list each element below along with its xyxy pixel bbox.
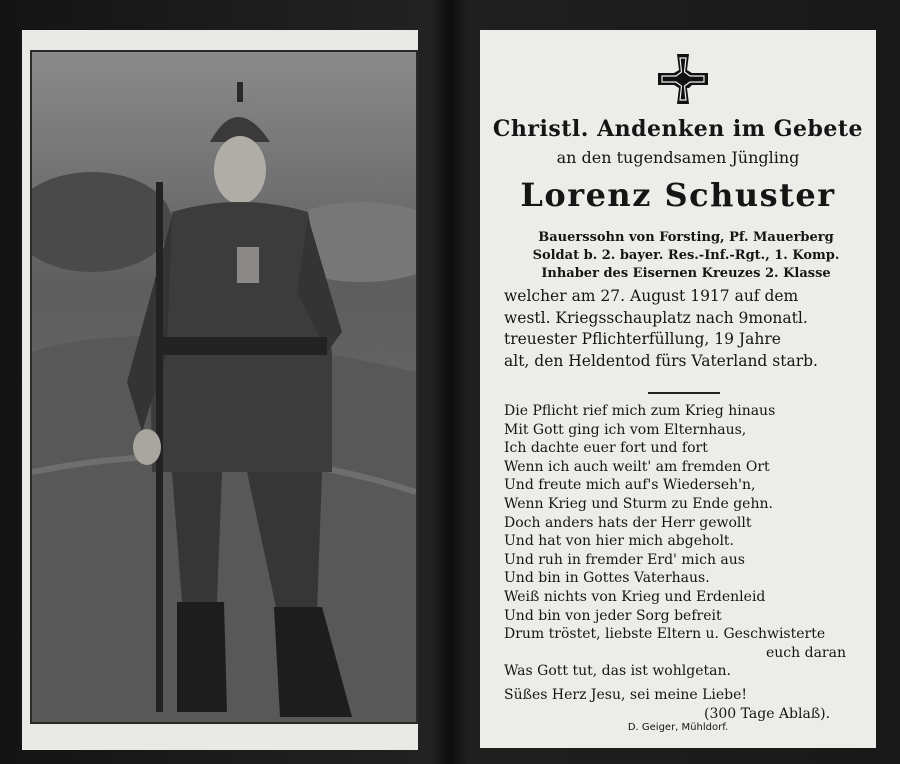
paragraph-line: alt, den Heldentod fürs Vaterland starb. — [504, 351, 818, 370]
poem-line: Wenn Krieg und Sturm zu Ende gehn. — [504, 495, 773, 512]
deceased-name: Lorenz Schuster — [520, 176, 836, 214]
poem-line: Ich dachte euer fort und fort — [504, 440, 708, 457]
card-subtitle: an den tugendsamen Jüngling — [556, 148, 800, 167]
poem-line: Die Pflicht rief mich zum Krieg hinaus — [504, 403, 776, 419]
memorial-text-card — [480, 30, 876, 748]
poem-line: Wenn ich auch weilt' am fremden Ort — [504, 458, 770, 475]
poem-line: Und hat von hier mich abgeholt. — [504, 533, 735, 550]
card-title: Christl. Andenken im Gebete — [492, 116, 864, 142]
poem-line: Und bin in Gottes Vaterhaus. — [504, 570, 710, 587]
info-line: Bauerssohn von Forsting, Pf. Mauerberg — [538, 230, 834, 245]
poem-line: Mit Gott ging ich vom Elternhaus, — [504, 421, 747, 438]
poem-line: euch daran — [766, 644, 846, 661]
soldier-photograph — [30, 50, 418, 724]
closing-prayer — [504, 686, 866, 724]
poem — [504, 402, 866, 681]
paragraph-line: welcher am 27. August 1917 auf dem — [504, 287, 799, 305]
poem-line: Doch anders hats der Herr gewollt — [504, 514, 752, 531]
info-line: Soldat b. 2. bayer. Res.-Inf.-Rgt., 1. Komp. — [532, 248, 840, 263]
printer-credit: D. Geiger, Mühldorf. — [627, 722, 729, 733]
paragraph-line: treuester Pflichterfüllung, 19 Jahre — [504, 330, 781, 348]
paragraph-line: westl. Kriegsschauplatz nach 9monatl. — [504, 308, 808, 327]
poem-line: Drum tröstet, liebste Eltern u. Geschwisterte — [504, 626, 826, 643]
poem-line: Und ruh in fremder Erd' mich aus — [504, 551, 745, 568]
info-line: Inhaber des Eisernen Kreuzes 2. Klasse — [541, 266, 831, 281]
closing-line: Süßes Herz Jesu, sei meine Liebe! — [504, 687, 748, 703]
poem-line: Was Gott tut, das ist wohlgetan. — [504, 663, 731, 680]
indulgence-line: (300 Tage Ablaß). — [704, 706, 831, 722]
poem-line: Weiß nichts von Krieg und Erdenleid — [504, 588, 766, 605]
death-paragraph — [504, 286, 866, 372]
iron-cross-icon — [656, 52, 710, 106]
poem-line: Und freute mich auf's Wiederseh'n, — [504, 477, 756, 494]
divider-rule — [648, 392, 720, 394]
poem-line: Und bin von jeder Sorg befreit — [504, 607, 722, 624]
